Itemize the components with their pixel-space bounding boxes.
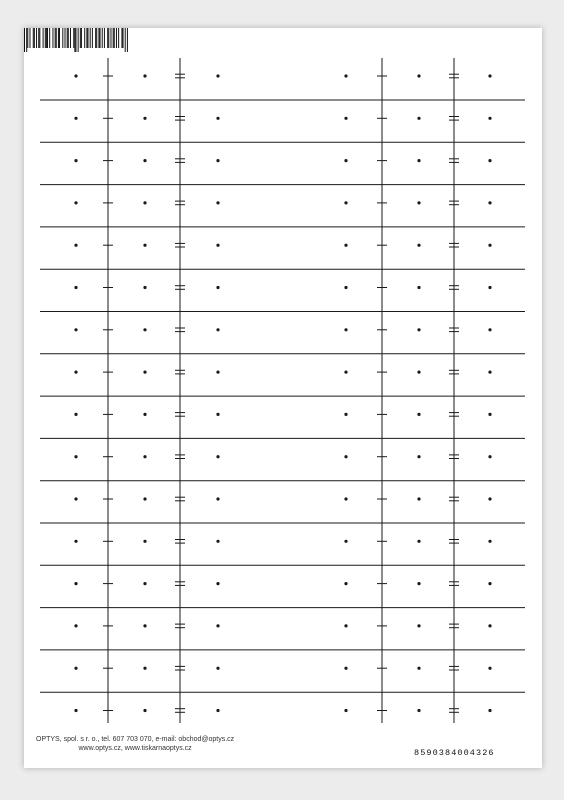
dot-mark bbox=[417, 74, 420, 77]
dot-mark bbox=[216, 667, 219, 670]
dot-mark bbox=[488, 624, 491, 627]
dot-mark bbox=[74, 709, 77, 712]
barcode-bar bbox=[98, 28, 99, 48]
dot-mark bbox=[488, 667, 491, 670]
barcode-bar bbox=[108, 28, 109, 48]
dot-mark bbox=[74, 371, 77, 374]
dot-mark bbox=[417, 497, 420, 500]
dot-mark bbox=[143, 497, 146, 500]
dot-mark bbox=[344, 371, 347, 374]
dot-mark bbox=[344, 709, 347, 712]
dot-mark bbox=[74, 540, 77, 543]
dot-mark bbox=[216, 540, 219, 543]
dot-mark bbox=[417, 624, 420, 627]
dot-mark bbox=[143, 540, 146, 543]
dot-mark bbox=[344, 286, 347, 289]
dot-mark bbox=[344, 244, 347, 247]
dot-mark bbox=[143, 455, 146, 458]
barcode-bar bbox=[80, 28, 81, 48]
barcode-bar bbox=[81, 28, 82, 48]
form-sheet bbox=[24, 28, 542, 768]
dot-mark bbox=[143, 582, 146, 585]
dot-mark bbox=[216, 709, 219, 712]
barcode-bar bbox=[52, 28, 53, 48]
barcode-number: 8590384004326 bbox=[414, 748, 495, 758]
dot-mark bbox=[488, 74, 491, 77]
dot-mark bbox=[143, 328, 146, 331]
barcode-bar bbox=[114, 28, 115, 48]
barcode-bar bbox=[107, 28, 108, 48]
dot-mark bbox=[488, 244, 491, 247]
barcode-bar bbox=[68, 28, 69, 48]
dot-mark bbox=[74, 582, 77, 585]
dot-mark bbox=[488, 159, 491, 162]
dot-mark bbox=[216, 328, 219, 331]
barcode-bar bbox=[78, 28, 79, 52]
barcode-bar bbox=[116, 28, 117, 48]
dot-mark bbox=[216, 117, 219, 120]
dot-mark bbox=[417, 709, 420, 712]
publisher-footer bbox=[36, 735, 234, 753]
barcode-bar bbox=[113, 28, 114, 48]
barcode-bar bbox=[90, 28, 91, 48]
barcode-bar bbox=[73, 28, 74, 48]
dot-mark bbox=[488, 286, 491, 289]
dot-mark bbox=[344, 413, 347, 416]
dot-mark bbox=[143, 371, 146, 374]
barcode-bar bbox=[45, 28, 46, 48]
dot-mark bbox=[143, 286, 146, 289]
dot-mark bbox=[417, 413, 420, 416]
dot-mark bbox=[143, 413, 146, 416]
barcode-bar bbox=[46, 28, 47, 48]
dot-mark bbox=[344, 117, 347, 120]
barcode-bar bbox=[58, 28, 59, 48]
barcode-bar bbox=[125, 28, 126, 52]
barcode-bar bbox=[123, 28, 124, 48]
footer-contact-line: OPTYS, spol. s r. o., tel. 607 703 070, e-mail: obchod@optys.cz bbox=[36, 736, 235, 743]
dot-mark bbox=[216, 455, 219, 458]
dot-mark bbox=[143, 159, 146, 162]
dot-mark bbox=[344, 159, 347, 162]
barcode-bar bbox=[33, 28, 34, 48]
dot-mark bbox=[143, 624, 146, 627]
dot-mark bbox=[216, 624, 219, 627]
barcode-bar bbox=[24, 28, 25, 52]
dot-mark bbox=[488, 497, 491, 500]
barcode-bar bbox=[27, 28, 28, 48]
dot-mark bbox=[216, 497, 219, 500]
barcode-bar bbox=[36, 28, 37, 48]
dot-mark bbox=[74, 497, 77, 500]
dot-mark bbox=[488, 371, 491, 374]
dot-mark bbox=[417, 159, 420, 162]
dot-mark bbox=[143, 201, 146, 204]
dot-mark bbox=[488, 413, 491, 416]
barcode-bar bbox=[110, 28, 111, 48]
dot-mark bbox=[216, 413, 219, 416]
barcode-bar bbox=[43, 28, 44, 48]
dot-mark bbox=[344, 201, 347, 204]
barcode-bar bbox=[65, 28, 66, 48]
dot-mark bbox=[417, 455, 420, 458]
barcode-bar bbox=[29, 28, 30, 48]
barcode-bar bbox=[95, 28, 96, 48]
dot-mark bbox=[74, 117, 77, 120]
dot-mark bbox=[488, 201, 491, 204]
dot-mark bbox=[344, 624, 347, 627]
dot-mark bbox=[488, 540, 491, 543]
barcode-bar bbox=[67, 28, 68, 48]
barcode-bar bbox=[87, 28, 88, 48]
dot-mark bbox=[344, 74, 347, 77]
barcode-bar bbox=[34, 28, 35, 48]
dot-mark bbox=[488, 117, 491, 120]
barcode-bar bbox=[92, 28, 93, 48]
dot-mark bbox=[417, 582, 420, 585]
dot-mark bbox=[417, 371, 420, 374]
dot-mark bbox=[344, 540, 347, 543]
dot-mark bbox=[344, 667, 347, 670]
barcode-bar bbox=[26, 28, 27, 52]
barcode-bar bbox=[75, 28, 76, 52]
footer-website-line: www.optys.cz, www.tiskarnaoptys.cz bbox=[78, 745, 192, 752]
dot-mark bbox=[417, 286, 420, 289]
barcode-bar bbox=[84, 28, 85, 48]
dot-mark bbox=[74, 413, 77, 416]
dot-mark bbox=[417, 244, 420, 247]
dot-mark bbox=[488, 328, 491, 331]
dot-mark bbox=[344, 328, 347, 331]
barcode-bar bbox=[62, 28, 63, 48]
barcode-bar bbox=[59, 28, 60, 48]
dot-mark bbox=[74, 328, 77, 331]
dot-mark bbox=[74, 624, 77, 627]
barcode-bar bbox=[49, 28, 50, 48]
ruled-grid bbox=[24, 28, 542, 768]
barcode-bar bbox=[102, 28, 103, 48]
dot-mark bbox=[417, 117, 420, 120]
dot-mark bbox=[143, 117, 146, 120]
dot-mark bbox=[74, 667, 77, 670]
barcode-bar bbox=[118, 28, 119, 48]
dot-mark bbox=[417, 201, 420, 204]
dot-mark bbox=[216, 201, 219, 204]
dot-mark bbox=[488, 455, 491, 458]
dot-mark bbox=[216, 74, 219, 77]
dot-mark bbox=[143, 709, 146, 712]
dot-mark bbox=[74, 201, 77, 204]
dot-mark bbox=[417, 540, 420, 543]
barcode-bar bbox=[74, 28, 75, 52]
dot-mark bbox=[216, 286, 219, 289]
barcode-bar bbox=[47, 28, 48, 48]
barcode-bar bbox=[104, 28, 105, 48]
barcode-bar bbox=[70, 28, 71, 48]
dot-mark bbox=[143, 74, 146, 77]
dot-mark bbox=[216, 582, 219, 585]
barcode-bar bbox=[100, 28, 101, 48]
dot-mark bbox=[488, 582, 491, 585]
dot-mark bbox=[344, 497, 347, 500]
dot-mark bbox=[74, 244, 77, 247]
barcode-bar bbox=[39, 28, 40, 48]
barcode-bar bbox=[86, 28, 87, 48]
barcode-bar bbox=[127, 28, 128, 52]
barcode bbox=[24, 28, 128, 58]
barcode-bar bbox=[121, 28, 122, 48]
dot-mark bbox=[216, 159, 219, 162]
dot-mark bbox=[216, 371, 219, 374]
dot-mark bbox=[344, 582, 347, 585]
barcode-bar bbox=[56, 28, 57, 48]
dot-mark bbox=[143, 667, 146, 670]
dot-mark bbox=[417, 328, 420, 331]
dot-mark bbox=[74, 455, 77, 458]
dot-mark bbox=[488, 709, 491, 712]
barcode-bar bbox=[55, 28, 56, 48]
dot-mark bbox=[216, 244, 219, 247]
dot-mark bbox=[74, 159, 77, 162]
dot-mark bbox=[143, 244, 146, 247]
barcode-bar bbox=[38, 28, 39, 48]
dot-mark bbox=[74, 286, 77, 289]
dot-mark bbox=[417, 667, 420, 670]
dot-mark bbox=[344, 455, 347, 458]
barcode-bar bbox=[96, 28, 97, 48]
dot-mark bbox=[74, 74, 77, 77]
